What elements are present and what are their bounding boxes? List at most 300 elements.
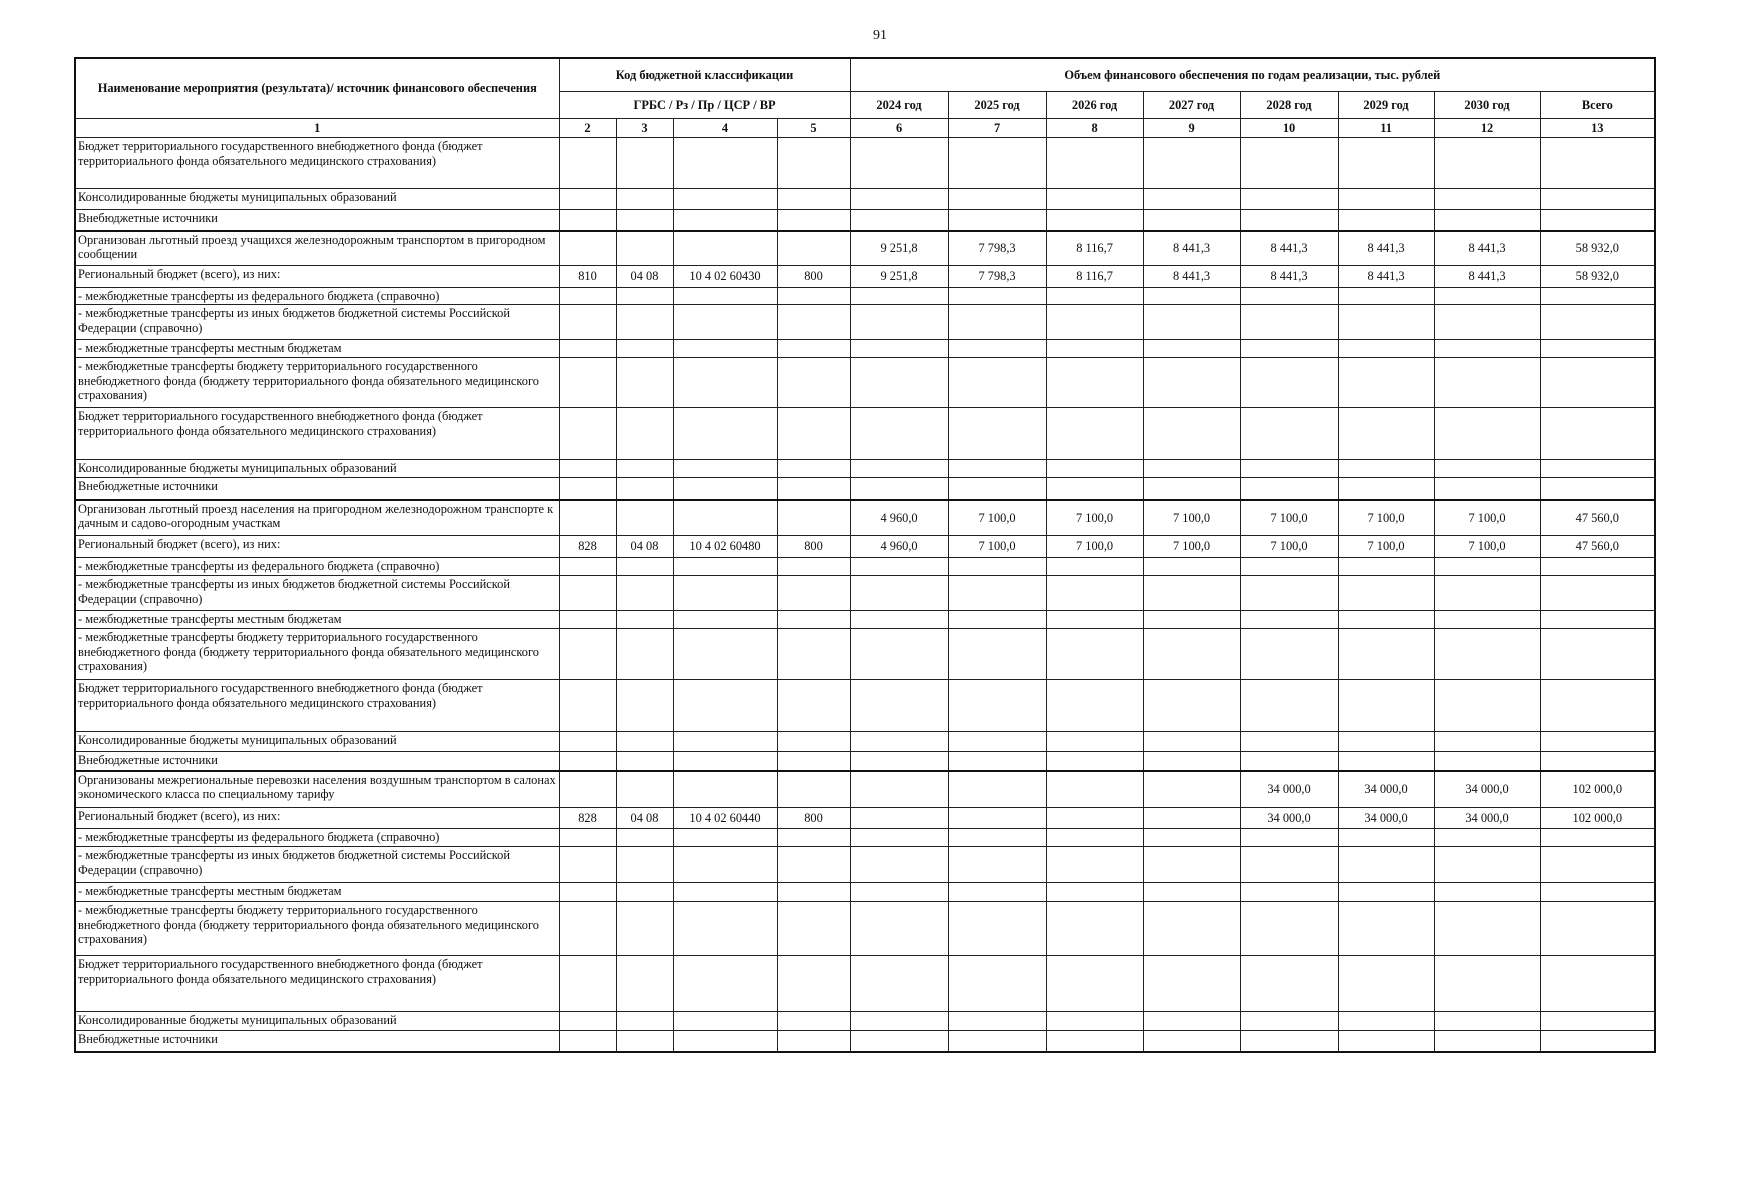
- table-row: [75, 629, 1655, 680]
- year-value-cell: [1338, 358, 1434, 408]
- row-name-cell: - межбюджетные трансферты из иных бюджетов бюджетной системы Российской Федерации (справочно): [75, 305, 559, 340]
- year-value-cell: [1046, 558, 1143, 576]
- year-value-cell: 4 960,0: [850, 500, 948, 536]
- row-name-cell: - межбюджетные трансферты бюджету территориального государственного внебюджетного фонда (бюджету территориального фонда обязательного медицинского страхования): [75, 629, 559, 680]
- year-value-cell: [1434, 847, 1540, 883]
- rz-pr-cell: [616, 1031, 673, 1052]
- year-value-cell: [1143, 808, 1240, 829]
- grbs-cell: 828: [559, 536, 616, 558]
- grbs-cell: [559, 460, 616, 478]
- vr-cell: [777, 847, 850, 883]
- year-value-cell: [948, 340, 1046, 358]
- year-value-cell: [850, 611, 948, 629]
- year-value-cell: [1143, 558, 1240, 576]
- csr-cell: [673, 956, 777, 1012]
- grbs-cell: [559, 210, 616, 231]
- header-year: 2027 год: [1143, 92, 1240, 119]
- year-value-cell: [1143, 680, 1240, 732]
- row-name-cell: Внебюджетные источники: [75, 752, 559, 771]
- year-value-cell: 9 251,8: [850, 231, 948, 266]
- year-value-cell: [1240, 558, 1338, 576]
- grbs-cell: [559, 500, 616, 536]
- row-name-cell: - межбюджетные трансферты из федерального бюджета (справочно): [75, 558, 559, 576]
- table-row: [75, 288, 1655, 305]
- row-name-cell: Региональный бюджет (всего), из них:: [75, 808, 559, 829]
- year-value-cell: [1143, 956, 1240, 1012]
- csr-cell: [673, 680, 777, 732]
- total-value-cell: 102 000,0: [1540, 771, 1655, 808]
- vr-cell: [777, 288, 850, 305]
- year-value-cell: [1434, 956, 1540, 1012]
- csr-cell: [673, 771, 777, 808]
- year-value-cell: [1338, 138, 1434, 189]
- year-value-cell: [1434, 210, 1540, 231]
- year-value-cell: [1143, 408, 1240, 460]
- rz-pr-cell: 04 08: [616, 266, 673, 288]
- year-value-cell: [948, 460, 1046, 478]
- year-value-cell: [1143, 902, 1240, 956]
- year-value-cell: [1240, 1012, 1338, 1031]
- year-value-cell: [1046, 460, 1143, 478]
- csr-cell: [673, 829, 777, 847]
- year-value-cell: [1240, 829, 1338, 847]
- year-value-cell: [1143, 771, 1240, 808]
- year-value-cell: [1434, 576, 1540, 611]
- year-value-cell: [1338, 210, 1434, 231]
- rz-pr-cell: [616, 288, 673, 305]
- table-row: [75, 771, 1655, 808]
- year-value-cell: [850, 808, 948, 829]
- year-value-cell: 8 441,3: [1143, 266, 1240, 288]
- year-value-cell: [948, 305, 1046, 340]
- grbs-cell: [559, 847, 616, 883]
- year-value-cell: [1143, 752, 1240, 771]
- total-value-cell: [1540, 902, 1655, 956]
- rz-pr-cell: [616, 732, 673, 752]
- csr-cell: [673, 231, 777, 266]
- year-value-cell: [1046, 478, 1143, 500]
- year-value-cell: [850, 847, 948, 883]
- year-value-cell: [1143, 460, 1240, 478]
- column-number-row: [75, 119, 1655, 138]
- column-number: 11: [1338, 119, 1434, 138]
- header-name-column: Наименование мероприятия (результата)/ источник финансового обеспечения: [75, 58, 559, 119]
- vr-cell: [777, 500, 850, 536]
- year-value-cell: 7 100,0: [1338, 500, 1434, 536]
- year-value-cell: [1240, 629, 1338, 680]
- table-row: [75, 611, 1655, 629]
- year-value-cell: [1046, 902, 1143, 956]
- grbs-cell: [559, 408, 616, 460]
- total-value-cell: 58 932,0: [1540, 266, 1655, 288]
- header-code-subtitle: ГРБС / Рз / Пр / ЦСР / ВР: [559, 92, 850, 119]
- year-value-cell: [850, 829, 948, 847]
- row-name-cell: - межбюджетные трансферты бюджету территориального государственного внебюджетного фонда (бюджету территориального фонда обязательного медицинского страхования): [75, 358, 559, 408]
- year-value-cell: [1240, 340, 1338, 358]
- year-value-cell: [850, 408, 948, 460]
- column-number: 6: [850, 119, 948, 138]
- year-value-cell: [1046, 829, 1143, 847]
- total-value-cell: [1540, 305, 1655, 340]
- year-value-cell: [1046, 288, 1143, 305]
- column-number: 7: [948, 119, 1046, 138]
- year-value-cell: [1046, 732, 1143, 752]
- year-value-cell: [1338, 956, 1434, 1012]
- total-value-cell: [1540, 1012, 1655, 1031]
- rz-pr-cell: [616, 611, 673, 629]
- grbs-cell: [559, 340, 616, 358]
- year-value-cell: [948, 478, 1046, 500]
- vr-cell: 800: [777, 536, 850, 558]
- year-value-cell: 7 100,0: [1434, 500, 1540, 536]
- csr-cell: [673, 752, 777, 771]
- table-row: [75, 1012, 1655, 1031]
- year-value-cell: 8 441,3: [1338, 231, 1434, 266]
- year-value-cell: [948, 210, 1046, 231]
- header-year: 2024 год: [850, 92, 948, 119]
- table-row: [75, 680, 1655, 732]
- rz-pr-cell: [616, 189, 673, 210]
- year-value-cell: [1434, 680, 1540, 732]
- year-value-cell: [948, 771, 1046, 808]
- row-name-cell: Консолидированные бюджеты муниципальных образований: [75, 460, 559, 478]
- rz-pr-cell: [616, 210, 673, 231]
- row-name-cell: Организованы межрегиональные перевозки населения воздушным транспортом в салонах экономического класса по специальному тарифу: [75, 771, 559, 808]
- year-value-cell: 8 441,3: [1240, 266, 1338, 288]
- table-row: [75, 500, 1655, 536]
- vr-cell: [777, 611, 850, 629]
- year-value-cell: [948, 1012, 1046, 1031]
- year-value-cell: [1338, 611, 1434, 629]
- year-value-cell: [1338, 189, 1434, 210]
- year-value-cell: [1240, 576, 1338, 611]
- year-value-cell: [1434, 629, 1540, 680]
- year-value-cell: [948, 732, 1046, 752]
- rz-pr-cell: [616, 558, 673, 576]
- year-value-cell: [948, 408, 1046, 460]
- total-value-cell: [1540, 478, 1655, 500]
- year-value-cell: [1240, 460, 1338, 478]
- year-value-cell: 7 100,0: [1046, 536, 1143, 558]
- vr-cell: [777, 210, 850, 231]
- year-value-cell: [850, 883, 948, 902]
- year-value-cell: [948, 576, 1046, 611]
- year-value-cell: [1046, 189, 1143, 210]
- year-value-cell: [1434, 460, 1540, 478]
- year-value-cell: [850, 576, 948, 611]
- header-code-group: Код бюджетной классификации: [559, 58, 850, 92]
- header-volume-group: Объем финансового обеспечения по годам реализации, тыс. рублей: [850, 58, 1655, 92]
- year-value-cell: [1240, 408, 1338, 460]
- year-value-cell: [1240, 189, 1338, 210]
- csr-cell: [673, 1012, 777, 1031]
- year-value-cell: [1143, 576, 1240, 611]
- year-value-cell: [1046, 771, 1143, 808]
- year-value-cell: [1240, 902, 1338, 956]
- year-value-cell: [1143, 189, 1240, 210]
- budget-table: [74, 57, 1656, 1053]
- vr-cell: [777, 358, 850, 408]
- year-value-cell: [1338, 305, 1434, 340]
- year-value-cell: [850, 1031, 948, 1052]
- column-number: 12: [1434, 119, 1540, 138]
- total-value-cell: [1540, 1031, 1655, 1052]
- year-value-cell: [850, 629, 948, 680]
- table-row: [75, 752, 1655, 771]
- year-value-cell: [948, 847, 1046, 883]
- table-row: [75, 902, 1655, 956]
- year-value-cell: [1338, 829, 1434, 847]
- vr-cell: [777, 558, 850, 576]
- vr-cell: [777, 1012, 850, 1031]
- table-row: [75, 808, 1655, 829]
- total-value-cell: 58 932,0: [1540, 231, 1655, 266]
- table-row: [75, 1031, 1655, 1052]
- grbs-cell: [559, 478, 616, 500]
- grbs-cell: [559, 883, 616, 902]
- header-year: 2028 год: [1240, 92, 1338, 119]
- year-value-cell: 34 000,0: [1240, 771, 1338, 808]
- year-value-cell: [948, 558, 1046, 576]
- vr-cell: 800: [777, 808, 850, 829]
- year-value-cell: [1240, 478, 1338, 500]
- year-value-cell: [1338, 340, 1434, 358]
- year-value-cell: [1046, 1031, 1143, 1052]
- csr-cell: [673, 189, 777, 210]
- year-value-cell: [1046, 629, 1143, 680]
- rz-pr-cell: [616, 305, 673, 340]
- year-value-cell: [850, 956, 948, 1012]
- total-value-cell: [1540, 288, 1655, 305]
- total-value-cell: 47 560,0: [1540, 500, 1655, 536]
- year-value-cell: [1143, 847, 1240, 883]
- year-value-cell: [1240, 680, 1338, 732]
- total-value-cell: [1540, 829, 1655, 847]
- year-value-cell: [850, 771, 948, 808]
- rz-pr-cell: [616, 752, 673, 771]
- year-value-cell: [1434, 902, 1540, 956]
- table-row: [75, 231, 1655, 266]
- table-row: [75, 478, 1655, 500]
- year-value-cell: [948, 189, 1046, 210]
- csr-cell: 10 4 02 60430: [673, 266, 777, 288]
- total-value-cell: [1540, 460, 1655, 478]
- year-value-cell: [1338, 680, 1434, 732]
- year-value-cell: [1240, 752, 1338, 771]
- csr-cell: [673, 478, 777, 500]
- year-value-cell: 8 116,7: [1046, 231, 1143, 266]
- column-number: 3: [616, 119, 673, 138]
- table-row: [75, 847, 1655, 883]
- row-name-cell: Региональный бюджет (всего), из них:: [75, 536, 559, 558]
- grbs-cell: [559, 956, 616, 1012]
- grbs-cell: 810: [559, 266, 616, 288]
- year-value-cell: [1338, 732, 1434, 752]
- year-value-cell: [1143, 883, 1240, 902]
- row-name-cell: - межбюджетные трансферты местным бюджетам: [75, 611, 559, 629]
- total-value-cell: [1540, 611, 1655, 629]
- row-name-cell: Организован льготный проезд учащихся железнодорожным транспортом в пригородном сообщении: [75, 231, 559, 266]
- year-value-cell: [850, 210, 948, 231]
- year-value-cell: 7 100,0: [1434, 536, 1540, 558]
- grbs-cell: [559, 558, 616, 576]
- grbs-cell: [559, 231, 616, 266]
- total-value-cell: [1540, 189, 1655, 210]
- year-value-cell: [1046, 340, 1143, 358]
- table-row: [75, 138, 1655, 189]
- vr-cell: [777, 231, 850, 266]
- year-value-cell: [1240, 847, 1338, 883]
- row-name-cell: - межбюджетные трансферты из федерального бюджета (справочно): [75, 288, 559, 305]
- year-value-cell: 7 100,0: [1240, 500, 1338, 536]
- year-value-cell: [1143, 358, 1240, 408]
- year-value-cell: [948, 956, 1046, 1012]
- grbs-cell: [559, 305, 616, 340]
- grbs-cell: 828: [559, 808, 616, 829]
- total-value-cell: 102 000,0: [1540, 808, 1655, 829]
- row-name-cell: Бюджет территориального государственного внебюджетного фонда (бюджет территориального фонда обязательного медицинского страхования): [75, 956, 559, 1012]
- year-value-cell: [850, 558, 948, 576]
- rz-pr-cell: [616, 138, 673, 189]
- year-value-cell: [1434, 1031, 1540, 1052]
- grbs-cell: [559, 576, 616, 611]
- column-number: 5: [777, 119, 850, 138]
- year-value-cell: [948, 829, 1046, 847]
- row-name-cell: - межбюджетные трансферты из иных бюджетов бюджетной системы Российской Федерации (справочно): [75, 847, 559, 883]
- grbs-cell: [559, 138, 616, 189]
- csr-cell: [673, 500, 777, 536]
- year-value-cell: [1434, 1012, 1540, 1031]
- csr-cell: [673, 138, 777, 189]
- year-value-cell: [948, 752, 1046, 771]
- page-number: 91: [873, 28, 887, 43]
- header-total: Всего: [1540, 92, 1655, 119]
- year-value-cell: [1338, 408, 1434, 460]
- column-number: 1: [75, 119, 559, 138]
- rz-pr-cell: [616, 771, 673, 808]
- grbs-cell: [559, 288, 616, 305]
- column-number: 9: [1143, 119, 1240, 138]
- year-value-cell: [1434, 752, 1540, 771]
- header-year: 2029 год: [1338, 92, 1434, 119]
- rz-pr-cell: [616, 231, 673, 266]
- grbs-cell: [559, 732, 616, 752]
- year-value-cell: [948, 902, 1046, 956]
- column-number: 13: [1540, 119, 1655, 138]
- total-value-cell: [1540, 558, 1655, 576]
- csr-cell: [673, 210, 777, 231]
- year-value-cell: [1434, 558, 1540, 576]
- year-value-cell: [1046, 611, 1143, 629]
- year-value-cell: [850, 902, 948, 956]
- vr-cell: [777, 771, 850, 808]
- year-value-cell: [1143, 340, 1240, 358]
- row-name-cell: Внебюджетные источники: [75, 478, 559, 500]
- total-value-cell: 47 560,0: [1540, 536, 1655, 558]
- year-value-cell: [948, 680, 1046, 732]
- rz-pr-cell: [616, 576, 673, 611]
- row-name-cell: - межбюджетные трансферты из федерального бюджета (справочно): [75, 829, 559, 847]
- vr-cell: [777, 680, 850, 732]
- year-value-cell: 7 798,3: [948, 231, 1046, 266]
- year-value-cell: [1338, 1031, 1434, 1052]
- table-row: [75, 305, 1655, 340]
- rz-pr-cell: [616, 956, 673, 1012]
- year-value-cell: 8 441,3: [1240, 231, 1338, 266]
- table-body: [75, 138, 1655, 1052]
- year-value-cell: 7 100,0: [1338, 536, 1434, 558]
- year-value-cell: [850, 305, 948, 340]
- year-value-cell: 8 441,3: [1434, 231, 1540, 266]
- table-row: [75, 536, 1655, 558]
- row-name-cell: Бюджет территориального государственного внебюджетного фонда (бюджет территориального фонда обязательного медицинского страхования): [75, 138, 559, 189]
- year-value-cell: [1143, 629, 1240, 680]
- year-value-cell: 8 441,3: [1338, 266, 1434, 288]
- year-value-cell: 7 100,0: [1143, 536, 1240, 558]
- header-year: 2030 год: [1434, 92, 1540, 119]
- year-value-cell: [1143, 829, 1240, 847]
- year-value-cell: [1240, 611, 1338, 629]
- total-value-cell: [1540, 847, 1655, 883]
- year-value-cell: [1046, 752, 1143, 771]
- table-row: [75, 460, 1655, 478]
- grbs-cell: [559, 771, 616, 808]
- grbs-cell: [559, 611, 616, 629]
- rz-pr-cell: 04 08: [616, 536, 673, 558]
- year-value-cell: [1143, 732, 1240, 752]
- year-value-cell: [948, 808, 1046, 829]
- year-value-cell: [1240, 883, 1338, 902]
- year-value-cell: [1046, 210, 1143, 231]
- budget-table-sheet: [74, 57, 1654, 1053]
- table-row: [75, 732, 1655, 752]
- year-value-cell: [1240, 956, 1338, 1012]
- rz-pr-cell: [616, 340, 673, 358]
- year-value-cell: [1434, 611, 1540, 629]
- year-value-cell: 4 960,0: [850, 536, 948, 558]
- csr-cell: [673, 558, 777, 576]
- csr-cell: 10 4 02 60440: [673, 808, 777, 829]
- year-value-cell: 8 441,3: [1143, 231, 1240, 266]
- year-value-cell: 34 000,0: [1434, 771, 1540, 808]
- rz-pr-cell: [616, 902, 673, 956]
- rz-pr-cell: [616, 883, 673, 902]
- year-value-cell: [1046, 138, 1143, 189]
- year-value-cell: [1434, 478, 1540, 500]
- year-value-cell: 7 100,0: [948, 536, 1046, 558]
- rz-pr-cell: [616, 408, 673, 460]
- total-value-cell: [1540, 883, 1655, 902]
- csr-cell: [673, 576, 777, 611]
- table-row: [75, 266, 1655, 288]
- column-number: 10: [1240, 119, 1338, 138]
- year-value-cell: [1434, 732, 1540, 752]
- year-value-cell: [1240, 732, 1338, 752]
- year-value-cell: [1046, 576, 1143, 611]
- year-value-cell: [1143, 138, 1240, 189]
- table-row: [75, 358, 1655, 408]
- column-number: 4: [673, 119, 777, 138]
- table-row: [75, 576, 1655, 611]
- year-value-cell: [1434, 138, 1540, 189]
- vr-cell: [777, 576, 850, 611]
- total-value-cell: [1540, 680, 1655, 732]
- year-value-cell: [850, 680, 948, 732]
- vr-cell: [777, 956, 850, 1012]
- csr-cell: [673, 847, 777, 883]
- year-value-cell: [850, 189, 948, 210]
- year-value-cell: [850, 732, 948, 752]
